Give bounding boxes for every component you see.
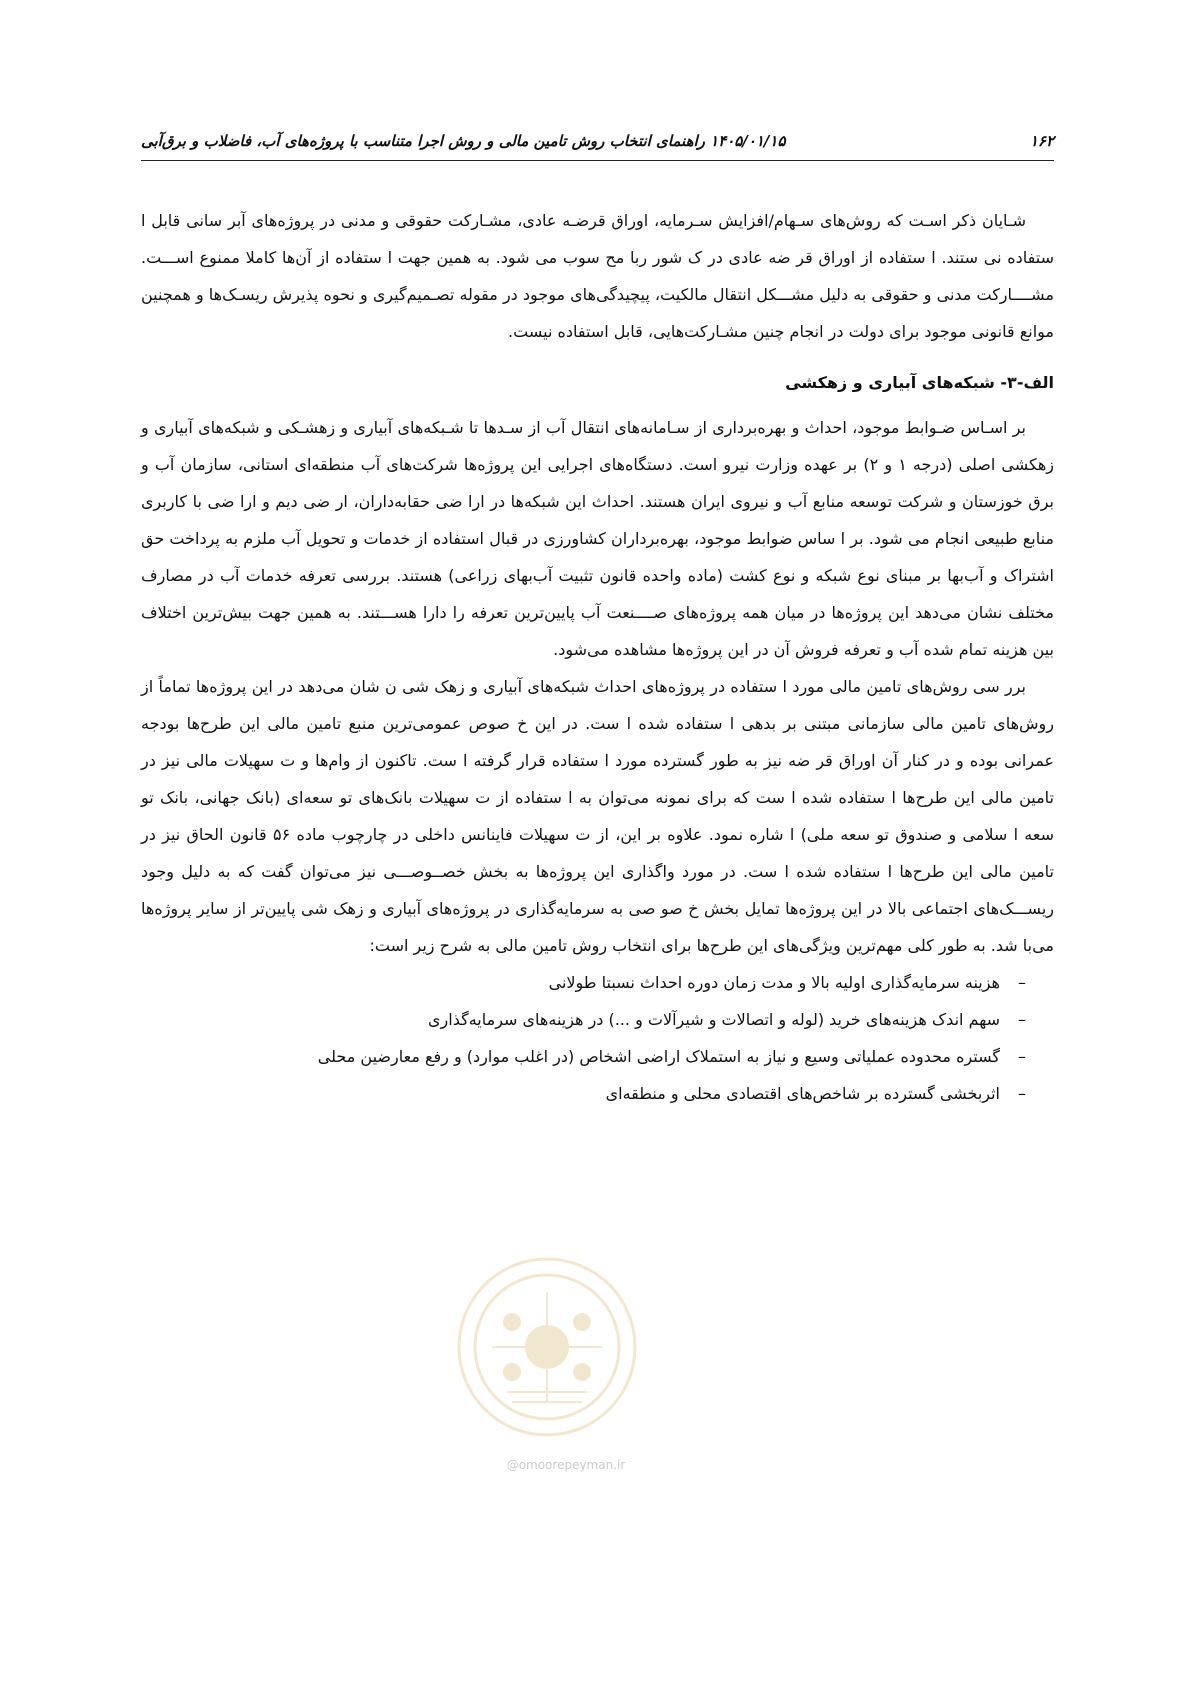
feature-list (141, 964, 1054, 1112)
header-divider (141, 160, 1054, 161)
list-item: – سهم اندک هزینه‌های خرید (لوله و اتصالات و شیرآلات و ...) در هزینه‌های سرمایه‌گذاری (141, 1001, 1026, 1038)
list-dash: – (1018, 1084, 1026, 1103)
list-dash: – (1018, 1047, 1026, 1066)
list-dash: – (1018, 973, 1026, 992)
section-heading: الف-۳- شبکه‌های آبیاری و زهکشی (785, 373, 1054, 392)
paragraph-2: بر اسـاس ضـوابط موجود، احداث و بهره‌برداری از سـامانه‌های انتقال آب از سـدها تا شـبکه‌های آبیاری و زهشـکی و شبکه‌های آبیاری و زهکشی اصلی (درجه ۱ و ۲) بر عهده وزارت نیرو است. دستگاه‌های اجرایی این پروژه‌ها شرکت‌های آب منطقه‌ای استانی، سازمان آب و برق خوزستان و شرکت توسعه منابع آب و نیروی ایران هستند. احداث این شبکه‌ها در ارا ضی حقابه‌داران، ار ضی دیم و ارا ضی با کاربری منابع طبیعی انجام می شود. بر ا ساس ضوابط موجود، بهره‌برداران کشاورزی در قبال استفاده از خدمات و تحویل آب ملزم به پرداخت حق اشتراک و آب‌بها بر مبنای نوع شبکه و نوع کشت (ماده واحده قانون تثبیت آب‌بهای زراعی) هستند. بررسی تعرفه خدمات آب در مصارف مختلف نشان می‌دهد این پروژه‌ها در میان همه پروژه‌های صــــنعت آب پایین‌ترین تعرفه را دارا هســـتند. به همین جهت بیش‌ترین اختلاف بین هزینه تمام شده آب و تعرفه فروش آن در این پروژه‌ها مشاهده می‌شود. (141, 418, 1055, 659)
watermark-url: @omoorepeyman.ir (506, 1458, 626, 1472)
running-header (141, 128, 1054, 154)
list-item: – هزینه سرمایه‌گذاری اولیه بالا و مدت زمان دوره احداث نسبتا طولانی (141, 964, 1026, 1001)
list-item: – گستره محدوده عملیاتی وسیع و نیاز به استملاک اراضی اشخاص (در اغلب موارد) و رفع معارضین محلی (141, 1038, 1026, 1075)
header-title: ۱۴۰۵/۰۱/۱۵ راهنمای انتخاب روش تامین مالی و روش اجرا متناسب با پروژه‌های آب، فاضلاب و برق‌آبی (141, 132, 786, 150)
paragraph-1: شـایان ذکر اسـت که روش‌های سـهام/افزایش سـرمایه، اوراق قرضـه عادی، مشـارکت حقوقی و مدنی در پروژه‌های آبر سانی قابل ا ستفاده نی ستند. ا ستفاده از اوراق قر ضه عادی در ک شور ربا مح سوب می شود. به همین جهت ا ستفاده از آن‌ها کاملا ممنوع اســـت. مشــــارکت مدنی و حقوقی به دلیل مشـــکل انتقال مالکیت، پیچیدگی‌های موجود در مقوله تصـمیم‌گیری و نحوه پذیرش ریسـک‌ها و همچنین موانع قانونی موجود برای دولت در انجام چنین مشـارکت‌هایی، قابل استفاده نیست. (141, 211, 1054, 341)
body-content (141, 202, 1054, 1112)
list-item: – اثربخشی گسترده بر شاخص‌های اقتصادی محلی و منطقه‌ای (141, 1075, 1026, 1112)
list-dash: – (1018, 1010, 1026, 1029)
watermark-seal-logo (452, 1252, 642, 1442)
page-number: ۱۶۲ (1029, 132, 1054, 150)
paragraph-3: برر سی روش‌های تامین مالی مورد ا ستفاده در پروژه‌های احداث شبکه‌های آبیاری و زهک شی ن شان می‌دهد در این پروژه‌ها تماماً از روش‌های تامین مالی سازمانی مبتنی بر بدهی ا ستفاده شده ا ست. در این خ صوص عمومی‌ترین منبع تامین مالی این طرح‌ها بودجه عمرانی بوده و در کنار آن اوراق قر ضه نیز به طور گسترده مورد ا ستفاده قرار گرفته ا ست. تاکنون از وام‌ها و ت سهیلات مالی نیز در تامین مالی این طرح‌ها ا ستفاده شده ا ست که برای نمونه می‌توان به ا ستفاده از ت سهیلات بانک‌های تو سعه‌ای (بانک جهانی، بانک تو سعه ا سلامی و صندوق تو سعه ملی) ا شاره نمود. علاوه بر این، از ت سهیلات فاینانس داخلی در چارچوب ماده ۵۶ قانون الحاق نیز در تامین مالی این طرح‌ها ا ستفاده شده ا ست. در مورد واگذاری این پروژه‌ها به بخش خصــوصـــی نیز می‌توان گفت که به دلیل وجود ریســـک‌های اجتماعی بالا در این پروژه‌ها تمایل بخش خ صو صی به سرمایه‌گذاری در پروژه‌های آبیاری و زهک شی پایین‌تر از سایر پروژه‌ها می‌با شد. به طور کلی مهم‌ترین ویژگی‌های این طرح‌ها برای انتخاب روش تامین مالی به شرح زیر است: (141, 677, 1055, 955)
